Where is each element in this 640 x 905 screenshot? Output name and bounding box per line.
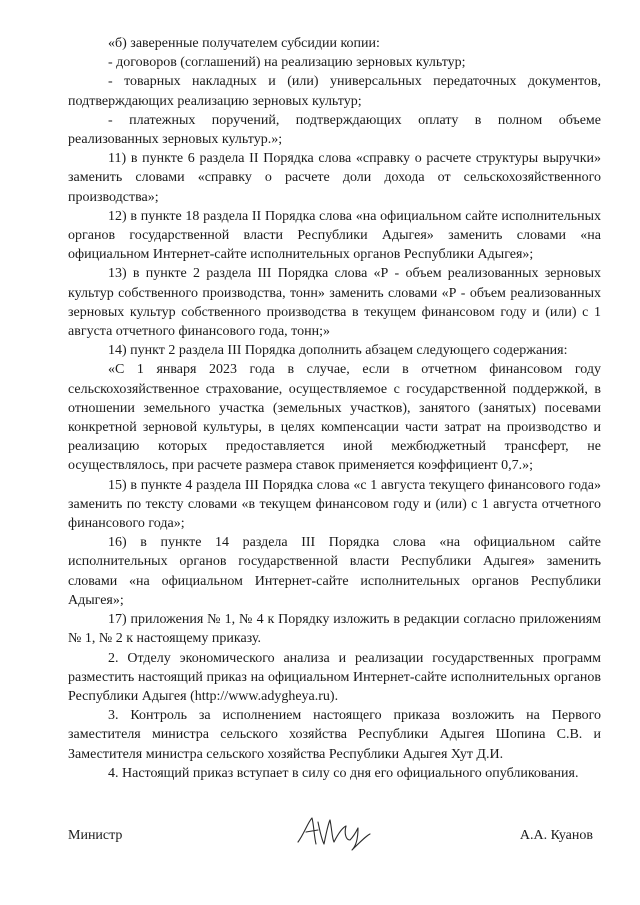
signatory-title: Министр (68, 828, 123, 843)
paragraph: 16) в пункте 14 раздела III Порядка слова «на официальном сайте исполнительных органов государственной власти Республики Адыгея» заменить словами «на официальном Интернет-сайте исполнительных органов Республики Адыгея»; (68, 535, 601, 608)
paragraph: 14) пункт 2 раздела III Порядка дополнить абзацем следующего содержания: (108, 343, 568, 359)
paragraph: «б) заверенные получателем субсидии копии: (108, 36, 380, 51)
paragraph: 3. Контроль за исполнением настоящего приказа возложить на Первого заместителя министра сельского хозяйства Республики Адыгея Шопина С.В. и Заместителя министра сельского хозяйства Республики Адыгея Хут Д.И. (68, 708, 601, 762)
paragraph: «С 1 января 2023 года в случае, если в отчетном финансовом году сельскохозяйственное страхование, осуществляемое с государственной поддержкой, в отношении земельного участка (земельных участков), занятого (занятых) посевами конкретной зерновой культуры, в целях компенсации части затрат на производство и реализацию которых предоставляется иной межбюджетный трансферт, не осуществлялось, при расчете размера ставок применяется коэффициент 0,7.»; (68, 362, 601, 474)
paragraph: - товарных накладных и (или) универсальных передаточных документов, подтверждающих реализацию зерновых культур; (68, 74, 601, 109)
paragraph: 4. Настоящий приказ вступает в силу со дня его официального опубликования. (108, 765, 579, 781)
paragraph: 2. Отделу экономического анализа и реализации государственных программ разместить настоящий приказ на официальном Интернет-сайте исполнительных органов Республики Адыгея (http://www.adygheya.ru). (68, 650, 601, 704)
paragraph: 17) приложения № 1, № 4 к Порядку изложить в редакции согласно приложениям № 1, № 2 к настоящему приказу. (68, 612, 601, 647)
paragraph: - платежных поручений, подтверждающих оплату в полном объеме реализованных зерновых культур.»; (68, 112, 601, 148)
paragraph: 15) в пункте 4 раздела III Порядка слова «с 1 августа текущего финансового года» заменить по тексту словами «в текущем финансовом году и (или) с 1 августа отчетного финансового года»; (68, 477, 601, 532)
paragraph: 13) в пункте 2 раздела III Порядка слова «Р - объем реализованных зерновых культур собственного производства, тонн» заменить словами «Р - объем реализованных зерновых культур собственного производства в текущем финансовом году и (или) с 1 августа отчетного финансового года, тонн;» (68, 266, 601, 340)
signature-block (68, 828, 601, 848)
document-body (68, 34, 601, 783)
handwritten-signature (294, 812, 374, 852)
paragraph: 11) в пункте 6 раздела II Порядка слова «справку о расчете структуры выручки» заменить словами «справку о расчете доли дохода от сельскохозяйственного производства»; (68, 151, 601, 205)
signatory-name: А.А. Куанов (519, 828, 593, 843)
paragraph: - договоров (соглашений) на реализацию зерновых культур; (108, 55, 466, 71)
paragraph: 12) в пункте 18 раздела II Порядка слова «на официальном сайте исполнительных органов государственной власти Республики Адыгея» заменить словами «на официальном Интернет-сайте исполнительных органов Республики Адыгея»; (68, 208, 601, 263)
